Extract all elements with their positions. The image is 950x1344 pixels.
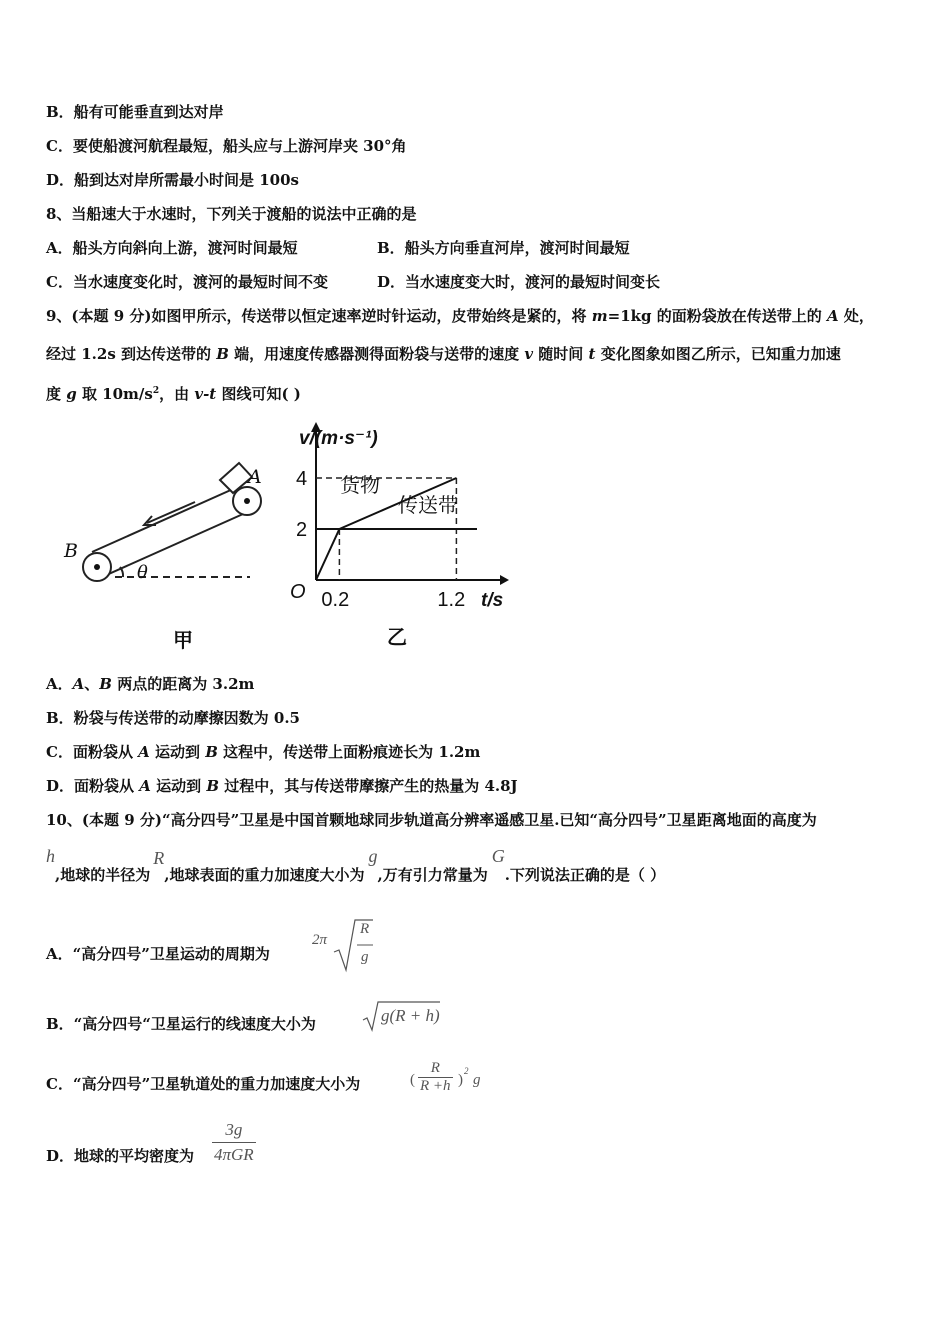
q10-stem-line2: h,地球的半径为R,地球表面的重力加速度大小为g,万有引力常量为G.下列说法正确的是（ ） bbox=[46, 846, 666, 884]
q10-option-a: A．“高分四号”卫星运动的周期为 bbox=[46, 945, 270, 963]
y-axis-label: v/(m·s⁻¹) bbox=[299, 428, 378, 449]
q8-option-b: B．船头方向垂直河岸，渡河时间最短 bbox=[377, 239, 630, 257]
figure-jia-caption: 甲 bbox=[173, 628, 193, 652]
q9-stem-line3: 度 g 取 $10m/s^2$，由 v-t 图线可知( ) bbox=[46, 385, 301, 403]
q9-stem-line1: 9、(本题 9 分)如图甲所示，传送带以恒定速率逆时针运动，皮带始终是紧的，将 m=1kg 的面粉袋放在传送带上的 A 处， bbox=[46, 307, 874, 325]
y-tick-label-4: 4 bbox=[296, 468, 308, 490]
vt-chart bbox=[285, 420, 525, 655]
q8-option-d: D．当水速度变大时，渡河的最短时间变长 bbox=[377, 273, 661, 291]
q10-option-b: B．“高分四号“卫星运行的线速度大小为 bbox=[46, 1015, 316, 1033]
x-axis-arrow bbox=[500, 575, 509, 585]
q9-stem-line2: 经过 1.2s 到达传送带的 B 端，用速度传感器测得面粉袋与送带的速度 v 随时间 t 变化图象如图乙所示，已知重力加速 bbox=[46, 345, 841, 363]
figure-conveyor-belt bbox=[55, 450, 270, 660]
q8-option-c: C．当水速度变化时，渡河的最短时间不变 bbox=[46, 273, 328, 291]
q10-option-d: D．地球的平均密度为 bbox=[46, 1147, 195, 1165]
q8-option-a: A．船头方向斜向上游，渡河时间最短 bbox=[46, 239, 298, 257]
q9-option-d: D．面粉袋从 A 运动到 B 过程中，其与传送带摩擦产生的热量为 4.8J bbox=[46, 777, 518, 795]
x-tick-label-1.2: 1.2 bbox=[437, 589, 466, 611]
figure-yi-caption: 乙 bbox=[387, 627, 407, 649]
x-axis-label: t/s bbox=[481, 590, 504, 611]
figure-jia-label-b: B bbox=[64, 540, 78, 562]
figure-jia-label-theta: θ bbox=[137, 562, 148, 583]
series-label-belt: 传送带 bbox=[398, 495, 458, 517]
figure-jia-label-a: A bbox=[248, 466, 262, 488]
q9-option-b: B．粉袋与传送带的动摩擦因数为 0.5 bbox=[46, 709, 300, 727]
y-tick-label-2: 2 bbox=[296, 519, 308, 541]
origin-label: O bbox=[290, 581, 306, 603]
series-label-cargo: 货物 bbox=[340, 475, 380, 497]
q7-option-c: C．要使船渡河航程最短，船头应与上游河岸夹 30°角 bbox=[46, 137, 407, 155]
q10-stem-line1: 10、(本题 9 分)“高分四号”卫星是中国首颗地球同步轨道高分辨率遥感卫星.已知“高分四号”卫星距离地面的高度为 bbox=[46, 811, 817, 829]
q8-stem: 8、当船速大于水速时，下列关于渡船的说法中正确的是 bbox=[46, 205, 417, 223]
q9-option-c: C．面粉袋从 A 运动到 B 这程中，传送带上面粉痕迹长为 1.2m bbox=[46, 743, 481, 761]
q7-option-d: D．船到达对岸所需最小时间是 100s bbox=[46, 171, 299, 189]
q9-option-a: A．A、B 两点的距离为 3.2m bbox=[46, 675, 255, 693]
q10-option-c: C．“高分四号”卫星轨道处的重力加速度大小为 bbox=[46, 1075, 361, 1093]
q7-option-b: B．船有可能垂直到达对岸 bbox=[46, 103, 224, 121]
q10-option-d-formula: $\frac{3g}{\text{4πGR}}$ bbox=[214, 1120, 254, 1164]
x-tick-label-0.2: 0.2 bbox=[321, 589, 350, 611]
